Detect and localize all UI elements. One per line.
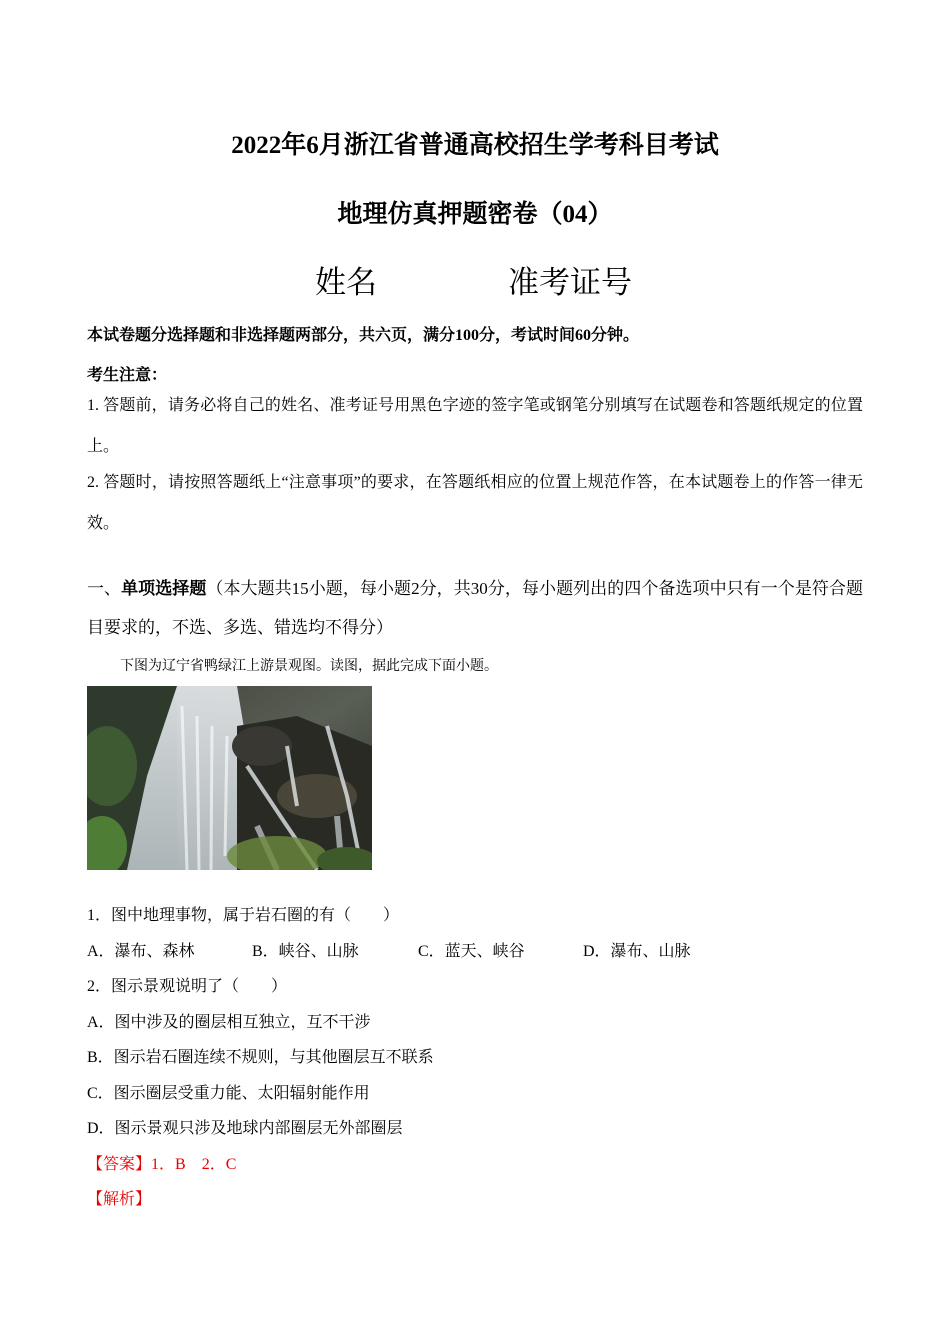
waterfall-photo	[87, 686, 372, 870]
question-2-stem: 2．图示景观说明了（ ）	[87, 978, 288, 995]
section-header	[87, 569, 863, 647]
section-title: 单项选择题	[121, 579, 207, 598]
question-2-option-d: D．图示景观只涉及地球内部圈层无外部圈层	[87, 1120, 403, 1137]
paper-subtitle: 地理仿真押题密卷（04）	[337, 201, 613, 228]
answer-label: 【答案】	[87, 1156, 152, 1173]
notice-title: 考生注意：	[87, 367, 168, 384]
answer-line	[87, 1151, 236, 1174]
question-1-option-c: C．蓝天、峡谷	[418, 943, 525, 960]
exam-title: 2022年6月浙江省普通高校招生学考科目考试	[231, 132, 719, 159]
question-1-option-d: D．瀑布、山脉	[583, 943, 691, 960]
notice-item-2: 2. 答题时，请按照答题纸上“注意事项”的要求，在答题纸相应的位置上规范作答，在本试题卷上的作答一律无效。	[87, 474, 863, 532]
waterfall-image	[87, 686, 372, 870]
notice-item-1: 1. 答题前，请务必将自己的姓名、准考证号用黑色字迹的签字笔或钢笔分别填写在试题卷和答题纸规定的位置上。	[87, 397, 863, 455]
analysis-label: 【解析】	[87, 1191, 152, 1208]
question-1-option-a: A．瀑布、森林	[87, 943, 195, 960]
question-1-option-b: B．峡谷、山脉	[252, 943, 359, 960]
name-label: 姓名	[315, 265, 377, 300]
answer-text: 1．B 2．C	[151, 1156, 237, 1173]
question-2-option-c: C．图示圈层受重力能、太阳辐射能作用	[87, 1085, 370, 1102]
material-intro: 下图为辽宁省鸭绿江上游景观图。读图，据此完成下面小题。	[120, 659, 498, 674]
exam-id-label: 准考证号	[508, 265, 632, 300]
section-prefix: 一、	[87, 579, 122, 598]
question-2-option-b: B．图示岩石圈连续不规则，与其他圈层互不联系	[87, 1049, 434, 1066]
section-desc: （本大题共15小题，每小题2分，共30分，每小题列出的四个备选项中只有一个是符合题目要求的，不选、多选、错选均不得分）	[87, 579, 864, 637]
question-2-option-a: A．图中涉及的圈层相互独立，互不干涉	[87, 1014, 371, 1031]
paper-summary: 本试卷题分选择题和非选择题两部分，共六页，满分100分，考试时间60分钟。	[87, 327, 640, 344]
question-1-stem: 1．图中地理事物，属于岩石圈的有（ ）	[87, 907, 400, 924]
